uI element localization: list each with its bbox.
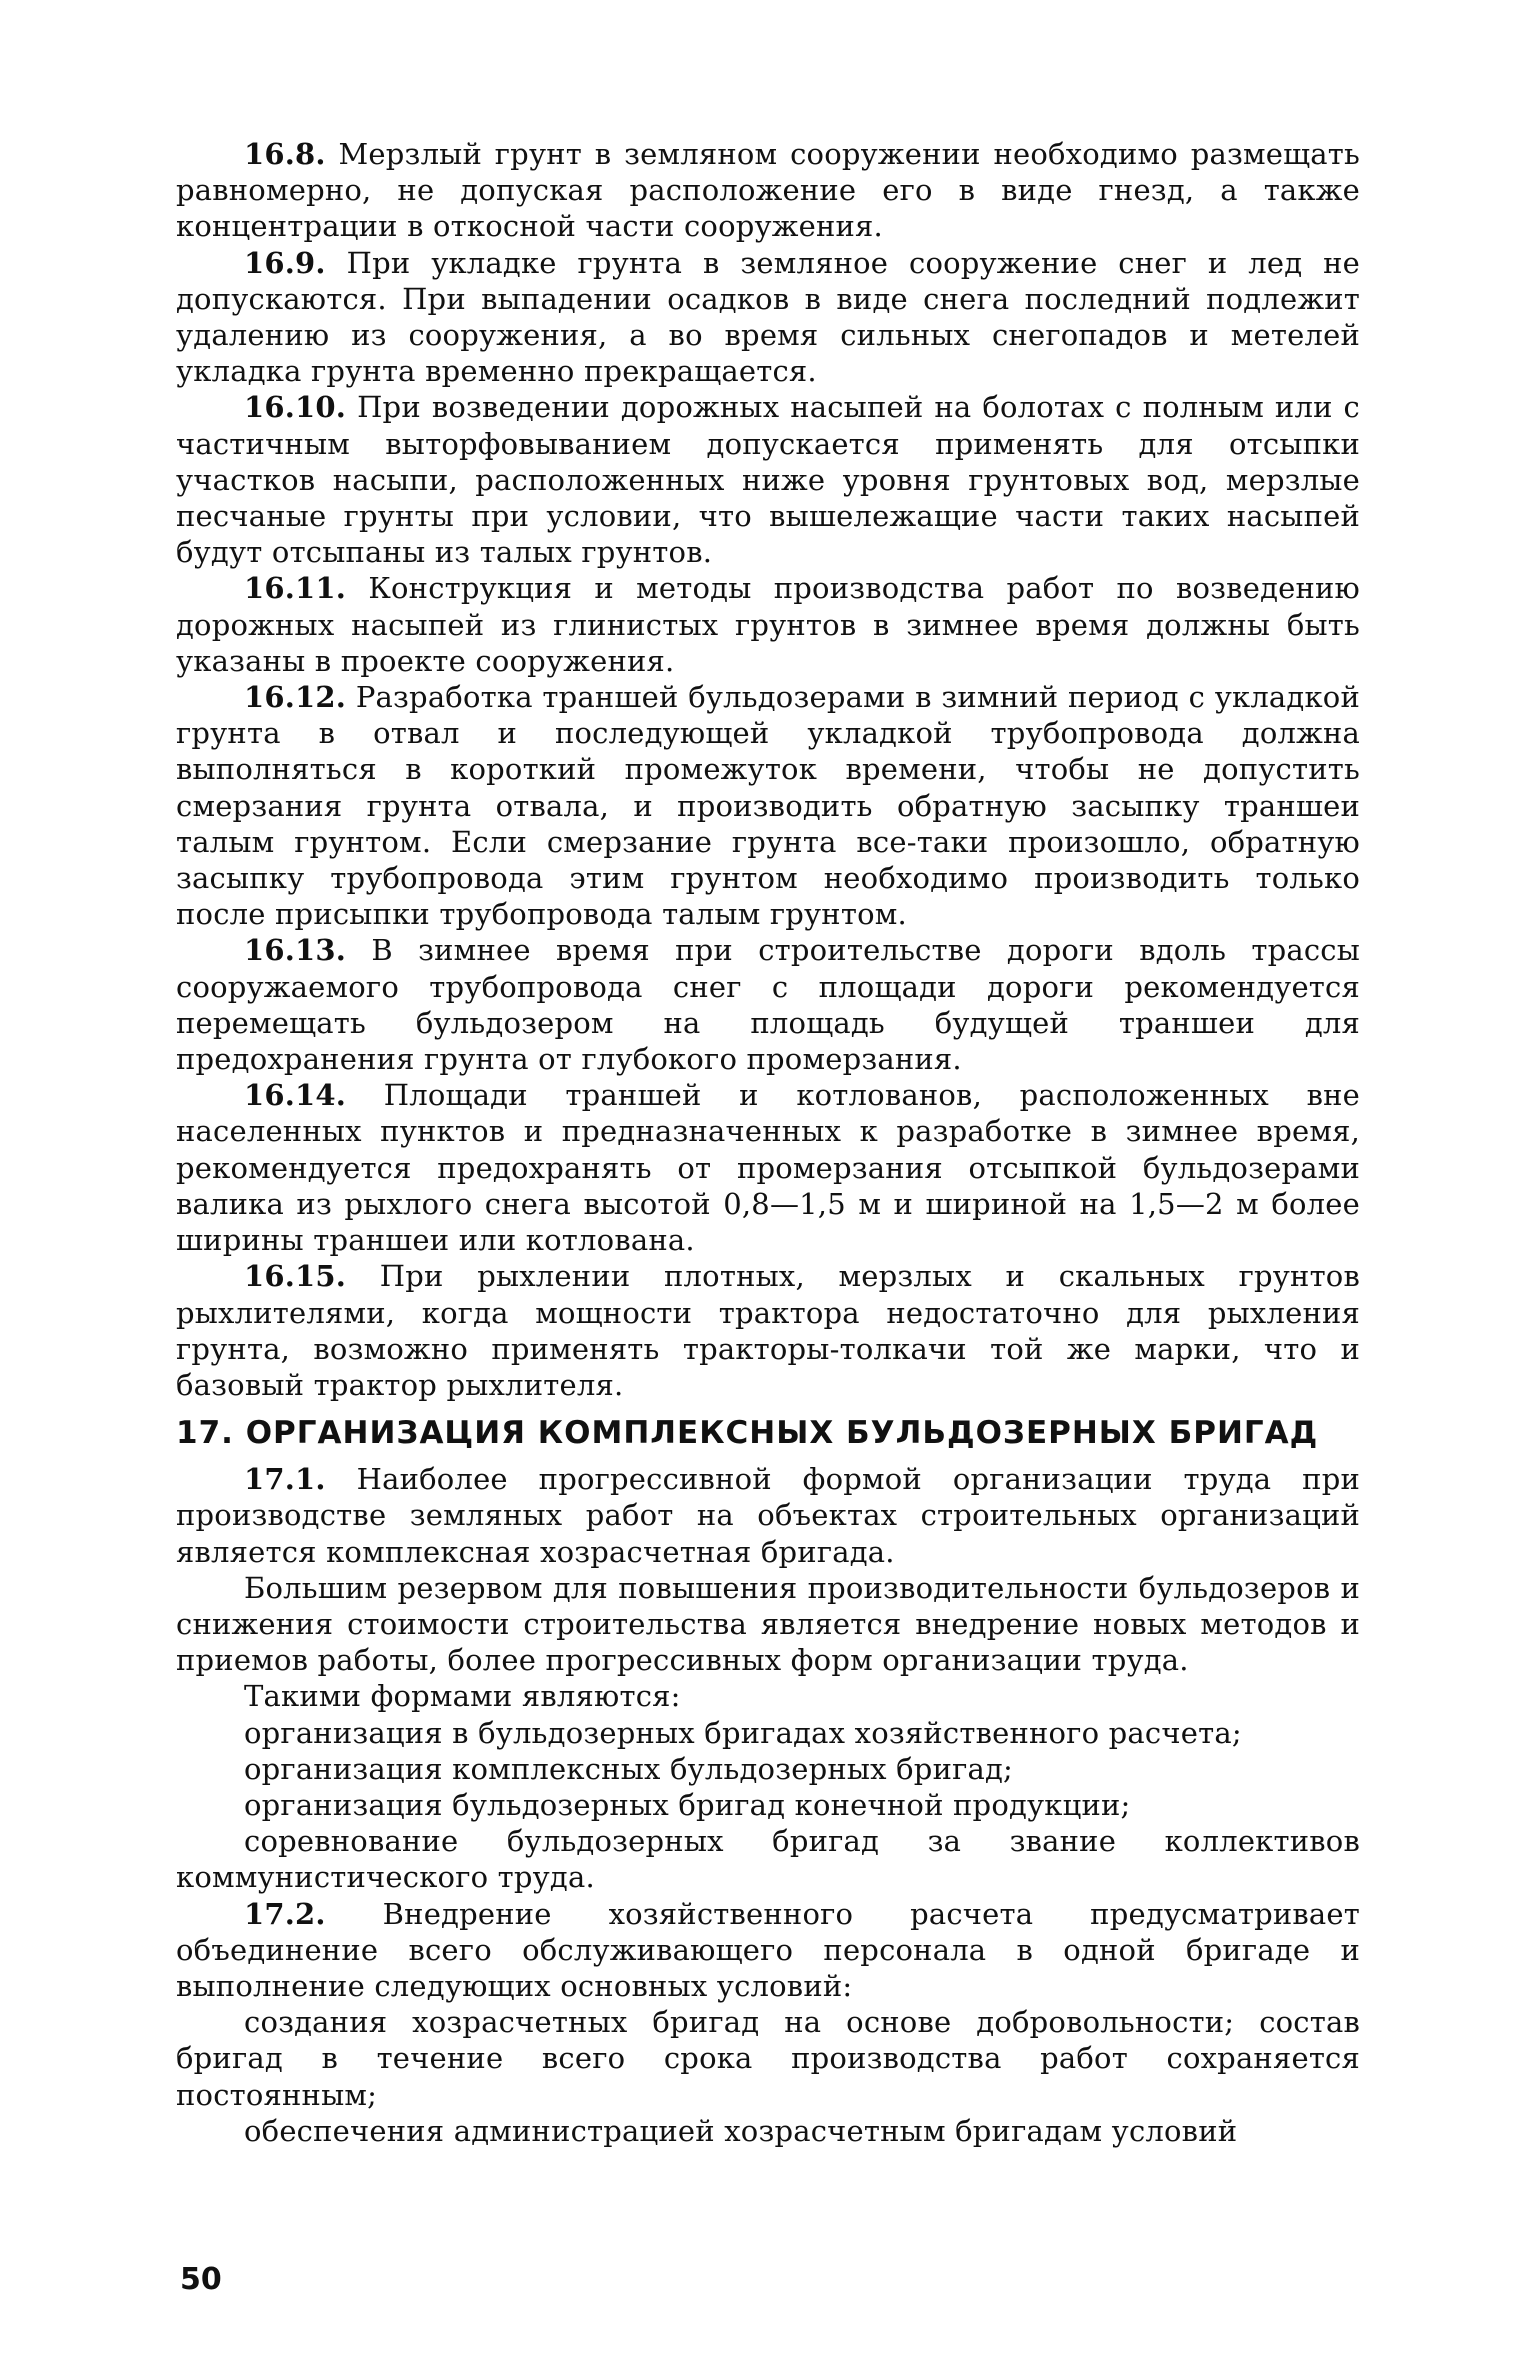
paragraph-17-1 — [176, 1461, 1360, 1570]
paragraph-text: При укладке грунта в земляное сооружение снег и лед не допускаются. При выпадении осадков в виде снега последний подлежит удалению из сооружения, а во время сильных снегопадов и метелей укладка грунта временно прекращается. — [176, 245, 1360, 389]
paragraph-text: В зимнее время при строительстве дороги вдоль трассы сооружаемого трубопровода снег с площади дороги рекомендуется перемещать бульдозером на площадь будущей траншеи для предохранения грунта от глубокого промерзания. — [176, 933, 1360, 1077]
list-item — [176, 1823, 1360, 1895]
paragraph-reserve — [176, 1570, 1360, 1679]
paragraph-text: Мерзлый грунт в земляном сооружении необходимо размещать равномерно, не допуская расположение его в виде гнезд, а также концентрации в откосной части сооружения. — [176, 137, 1360, 244]
clause-number: 16.14. — [244, 1078, 347, 1113]
clause-number: 16.11. — [244, 571, 347, 606]
clause-number: 17.1. — [244, 1462, 326, 1497]
list-item — [176, 1787, 1360, 1823]
paragraph-16-13 — [176, 932, 1360, 1077]
paragraph-text: Такими формами являются: — [244, 1679, 681, 1714]
list-item — [176, 1751, 1360, 1787]
paragraph-16-15 — [176, 1258, 1360, 1403]
paragraph-16-8 — [176, 136, 1360, 245]
list-item-text: соревнование бульдозерных бригад за звание коллективов коммунистического труда. — [176, 1824, 1360, 1895]
paragraph-text: Большим резервом для повышения производительности бульдозеров и снижения стоимости строительства является внедрение новых методов и приемов работы, более прогрессивных форм организации труда. — [176, 1570, 1360, 1678]
paragraph-text: Площади траншей и котлованов, расположенных вне населенных пунктов и предназначенных к разработке в зимнее время, рекомендуется предохранять от промерзания отсыпкой бульдозерами валика из рыхлого снега высотой 0,8—1,5 м и шириной на 1,5—2 м более ширины траншеи или котлована. — [176, 1078, 1360, 1258]
paragraph-text: Наиболее прогрессивной формой организации труда при производстве земляных работ на объектах строительных организаций является комплексная хозрасчетная бригада. — [176, 1462, 1360, 1569]
list-item — [176, 2113, 1360, 2149]
clause-number: 17.2. — [244, 1896, 326, 1931]
list-item — [176, 1715, 1360, 1751]
clause-number: 16.10. — [244, 390, 347, 425]
clause-number: 16.8. — [244, 137, 326, 171]
paragraph-16-11 — [176, 570, 1360, 679]
clause-number: 16.12. — [244, 680, 347, 715]
paragraph-16-9 — [176, 245, 1360, 390]
paragraph-17-2 — [176, 1896, 1360, 2005]
list-item-text: создания хозрасчетных бригад на основе добровольности; состав бригад в течение всего срока производства работ сохраняется постоянным; — [176, 2005, 1360, 2112]
list-item-text: организация в бульдозерных бригадах хозяйственного расчета; — [244, 1715, 1242, 1750]
list-item-text: организация комплексных бульдозерных бригад; — [244, 1751, 1014, 1786]
paragraph-text: Разработка траншей бульдозерами в зимний период с укладкой грунта в отвал и последующей укладкой трубопровода должна выполняться в короткий промежуток времени, чтобы не допустить смерзания грунта отвала, и производить обратную засыпку траншеи талым грунтом. Если смерзание грунта все-таки произошло, обратную засыпку трубопровода этим грунтом необходимо производить только после присыпки трубопровода талым грунтом. — [176, 680, 1360, 932]
paragraph-text: При рыхлении плотных, мерзлых и скальных грунтов рыхлителями, когда мощности трактора недостаточно для рыхления грунта, возможно применять тракторы-толкачи той же марки, что и базовый трактор рыхлителя. — [176, 1259, 1360, 1402]
paragraph-text: Внедрение хозяйственного расчета предусматривает объединение всего обслуживающего персонала в одной бригаде и выполнение следующих основных условий: — [176, 1896, 1360, 2003]
paragraph-text: Конструкция и методы производства работ по возведению дорожных насыпей из глинистых грунтов в зимнее время должны быть указаны в проекте сооружения. — [176, 571, 1360, 678]
clause-number: 16.13. — [244, 933, 347, 968]
paragraph-16-10 — [176, 389, 1360, 570]
clause-number: 16.9. — [244, 245, 326, 280]
section-heading: 17. ОРГАНИЗАЦИЯ КОМПЛЕКСНЫХ БУЛЬДОЗЕРНЫХ БРИГАД — [176, 1415, 1319, 1452]
page-body — [176, 136, 1360, 2149]
paragraph-16-12 — [176, 679, 1360, 932]
page-number: 50 — [180, 2262, 222, 2297]
paragraph-forms-intro — [176, 1678, 1360, 1714]
list-item-text: организация бульдозерных бригад конечной продукции; — [244, 1787, 1131, 1822]
list-item — [176, 2004, 1360, 2113]
list-item-text: обеспечения администрацией хозрасчетным бригадам условий — [244, 2113, 1238, 2148]
paragraph-text: При возведении дорожных насыпей на болотах с полным или с частичным выторфовыванием допускается применять для отсыпки участков насыпи, расположенных ниже уровня грунтовых вод, мерзлые песчаные грунты при условии, что вышележащие части таких насыпей будут отсыпаны из талых грунтов. — [176, 390, 1360, 570]
clause-number: 16.15. — [244, 1259, 347, 1294]
paragraph-16-14 — [176, 1077, 1360, 1258]
